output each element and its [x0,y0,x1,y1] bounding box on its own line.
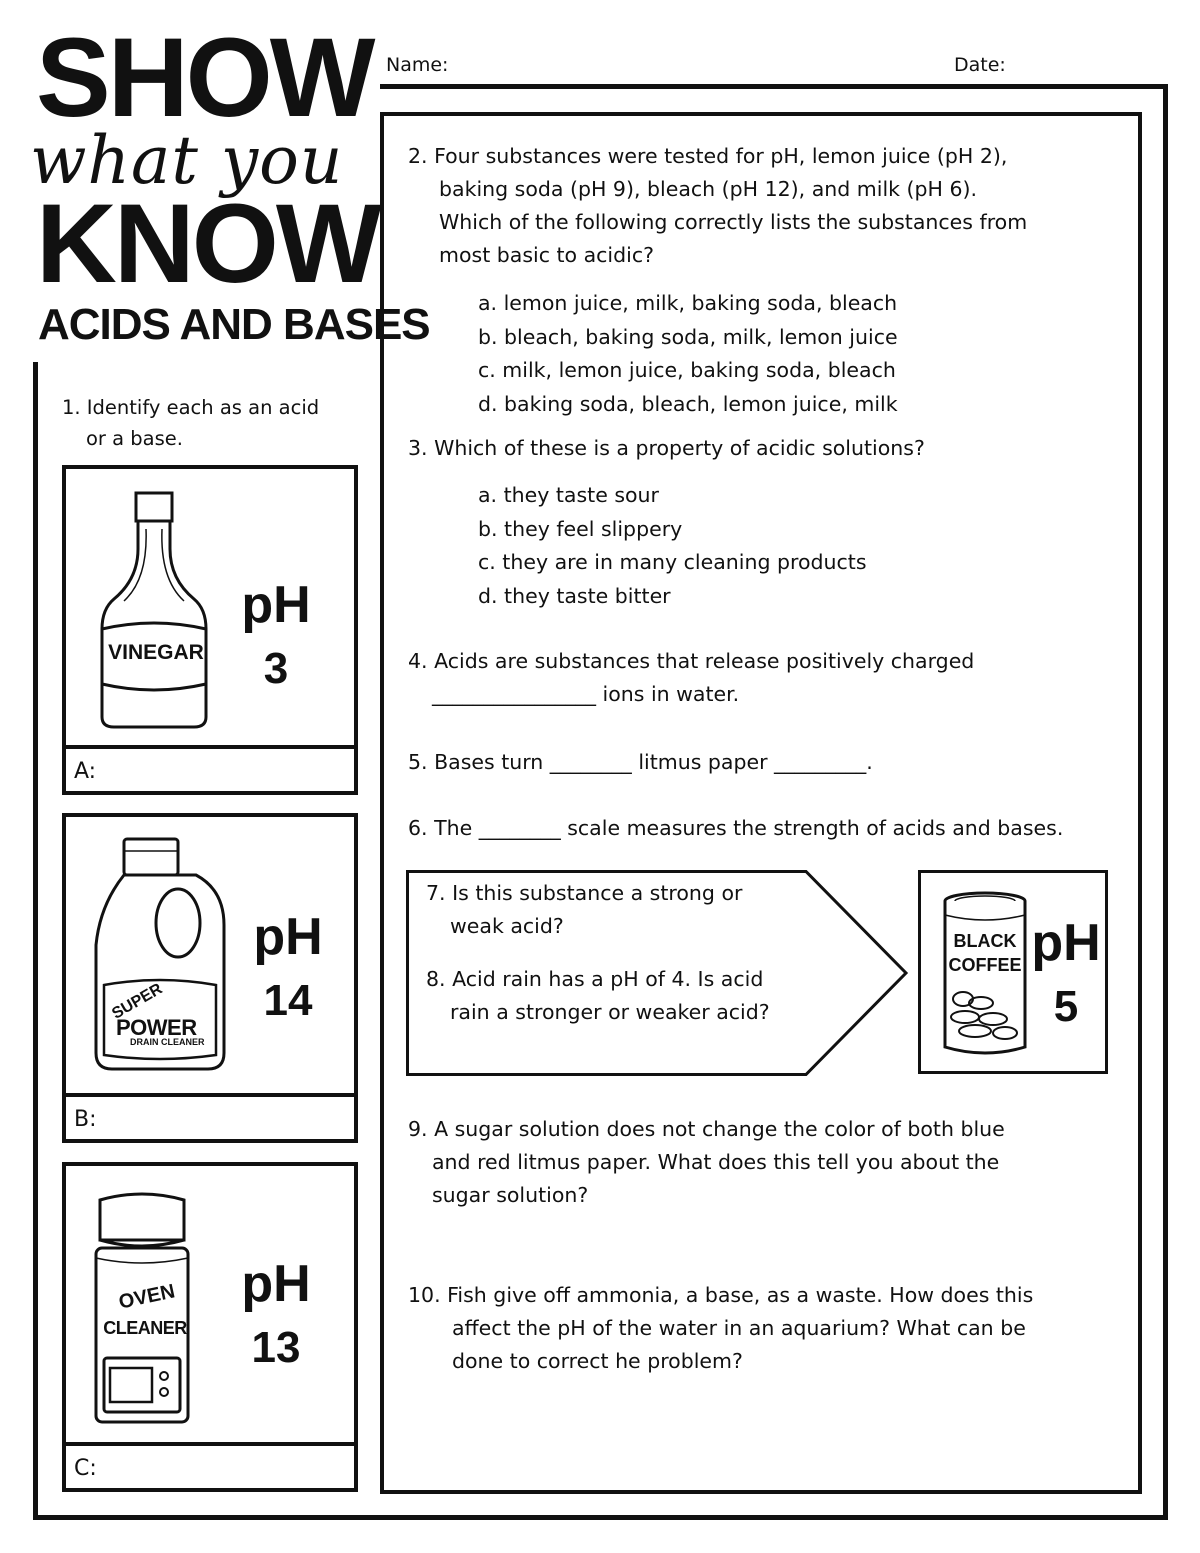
name-label: Name: [386,54,449,76]
q3-option-a[interactable]: a. they taste sour [478,483,659,507]
q8-line-1: 8. Acid rain has a pH of 4. Is acid [426,967,764,991]
answer-a-label: A: [74,759,97,784]
q2-option-d[interactable]: d. baking soda, bleach, lemon juice, milk [478,391,898,416]
q10-prompt [408,1279,1033,1378]
q9-line-1: 9. A sugar solution does not change the color of both blue [408,1117,1005,1141]
date-label: Date: [954,54,1006,76]
q9-prompt [408,1113,1005,1212]
title-what-you: what you [30,122,344,199]
answer-c-label: C: [74,1456,97,1481]
q2-option-b[interactable]: b. bleach, baking soda, milk, lemon juice [478,324,898,349]
q2-line-4: most basic to acidic? [439,243,654,267]
answer-c[interactable] [62,1442,358,1492]
card-vinegar [62,465,358,749]
q7-line-1: 7. Is this substance a strong or [426,881,743,905]
q3-option-b[interactable]: b. they feel slippery [478,516,683,541]
answer-a[interactable] [62,745,358,795]
coffee-ph-value: 5 [1053,982,1079,1031]
q2-line-2: baking soda (pH 9), bleach (pH 12), and milk (pH 6). [439,177,978,201]
oven-label-oven: OVEN [116,1280,177,1314]
card-b-ph-value: 14 [263,976,313,1025]
coffee-label [945,929,1025,977]
oven-label-cleaner: CLEANER [103,1318,187,1338]
q7-line-2: weak acid? [450,914,564,938]
q8-line-2: rain a stronger or weaker acid? [450,1000,770,1024]
card-c-ph-label: pH [241,1255,311,1313]
q9-line-2: and red litmus paper. What does this tell you about the [432,1150,1000,1174]
title-show: SHOW [36,15,373,140]
q5-prompt[interactable]: 5. Bases turn ________ litmus paper _________. [408,750,873,774]
q2-prompt [408,140,1027,272]
card-oven-cleaner [62,1162,358,1446]
q3-option-c[interactable]: c. they are in many cleaning products [478,550,867,574]
title-topic: ACIDS AND BASES [38,300,430,349]
card-drain-cleaner [62,813,358,1097]
coffee-card [918,870,1108,1074]
frame-left [33,362,38,1520]
q3-options [478,479,867,613]
card-a-ph-value: 3 [263,644,289,693]
vinegar-label: VINEGAR [108,641,204,664]
q2-option-c[interactable]: c. milk, lemon juice, baking soda, bleach [478,358,896,382]
q7-prompt [426,877,742,943]
q1-line-2: or a base. [86,427,183,450]
q4-line-2[interactable]: ________________ ions in water. [432,682,740,706]
q4-prompt [408,645,974,711]
header-rule [380,84,1168,89]
q8-prompt [426,963,770,1029]
q3-prompt: 3. Which of these is a property of acidic solutions? [408,436,925,460]
drain-label-super: SUPER [109,980,166,1023]
drain-label-cleaner: DRAIN CLEANER [130,1037,205,1047]
card-a-ph-label: pH [241,576,311,634]
q10-line-2: affect the pH of the water in an aquarium? What can be [452,1316,1026,1340]
answer-b-label: B: [74,1107,97,1132]
coffee-label-coffee: COFFEE [948,955,1022,975]
q1-line-1: 1. Identify each as an acid [62,396,320,419]
coffee-label-black: BLACK [953,931,1017,951]
q9-line-3: sugar solution? [432,1183,589,1207]
q6-prompt[interactable]: 6. The ________ scale measures the strength of acids and bases. [408,816,1064,840]
q2-line-3: Which of the following correctly lists the substances from [439,210,1028,234]
q3-option-d[interactable]: d. they taste bitter [478,583,671,608]
title-know: KNOW [36,181,379,306]
answer-b[interactable] [62,1093,358,1143]
q1-prompt [62,392,319,454]
q2-options [478,287,898,421]
q4-line-1: 4. Acids are substances that release positively charged [408,649,975,673]
q10-line-3: done to correct he problem? [452,1349,743,1373]
coffee-ph-label: pH [1031,914,1101,972]
q2-option-a[interactable]: a. lemon juice, milk, baking soda, bleach [478,291,898,315]
card-b-ph-label: pH [253,908,323,966]
vinegar-bottle-icon [94,489,214,734]
q10-line-1: 10. Fish give off ammonia, a base, as a waste. How does this [408,1283,1034,1307]
q2-line-1: 2. Four substances were tested for pH, lemon juice (pH 2), [408,144,1008,168]
frame-bottom [33,1515,1168,1520]
drain-label-power: POWER [116,1015,197,1040]
frame-right [1163,84,1168,1520]
card-c-ph-value: 13 [251,1323,301,1372]
